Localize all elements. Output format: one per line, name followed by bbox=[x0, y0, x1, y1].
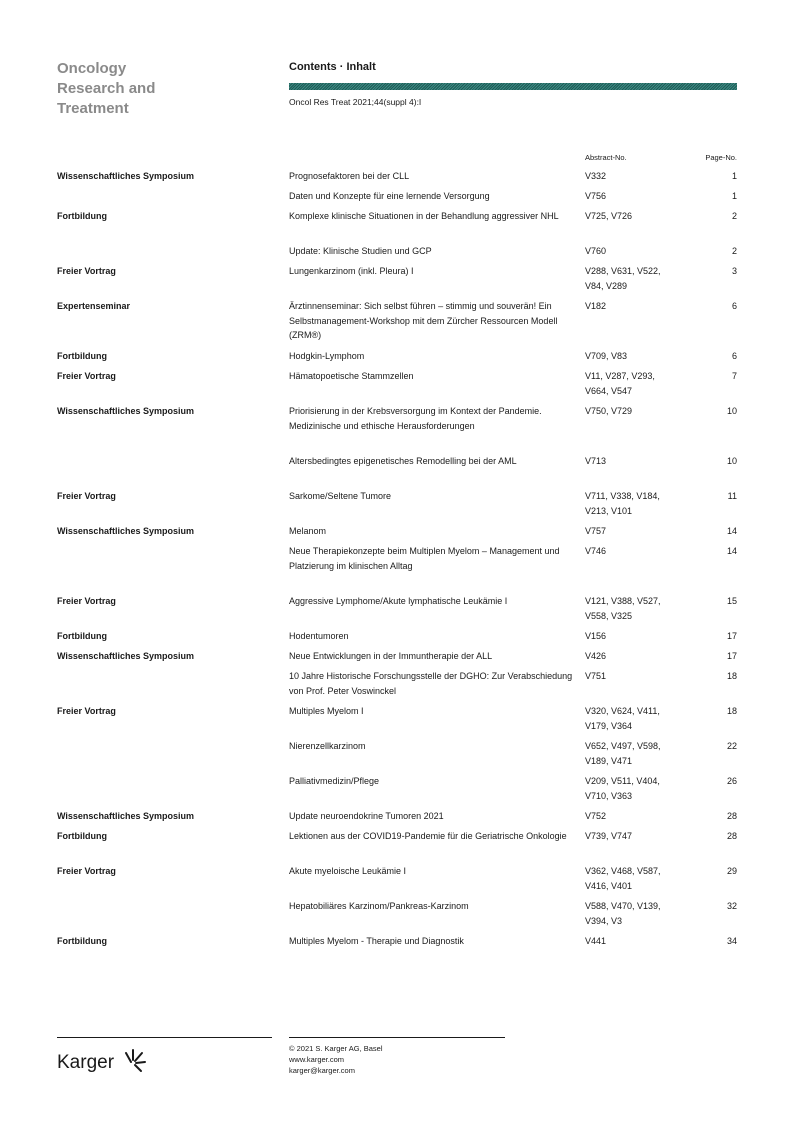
toc-page-number: 15 bbox=[726, 596, 737, 606]
toc-page-number: 32 bbox=[726, 901, 737, 911]
toc-abstract-numbers: V757 bbox=[585, 526, 607, 536]
toc-page-number: 3 bbox=[731, 266, 737, 276]
website-link[interactable]: www.karger.com bbox=[289, 1055, 345, 1064]
toc-category: Wissenschaftliches Symposium bbox=[57, 526, 194, 536]
toc-abstract-numbers: V709, V83 bbox=[585, 351, 628, 361]
toc-page-number: 22 bbox=[726, 741, 737, 751]
toc-abstract-numbers: V752 bbox=[585, 811, 607, 821]
toc-page-number: 10 bbox=[726, 406, 737, 416]
toc-category: Freier Vortrag bbox=[57, 491, 116, 501]
toc-category: Wissenschaftliches Symposium bbox=[57, 651, 194, 661]
toc-topic: Akute myeloische Leukämie I bbox=[289, 866, 407, 876]
toc-topic: Melanom bbox=[289, 526, 327, 536]
toc-abstract-numbers: V441 bbox=[585, 936, 607, 946]
journal-title-line: Treatment bbox=[57, 100, 129, 117]
toc-abstract-numbers: V156 bbox=[585, 631, 607, 641]
toc-topic: Multiples Myelom - Therapie und Diagnostik bbox=[289, 936, 464, 946]
toc-abstract-numbers: V711, V338, V184, V213, V101 bbox=[585, 491, 660, 516]
toc-topic: Altersbedingtes epigenetisches Remodelling bei der AML bbox=[289, 456, 517, 466]
toc-abstract-numbers: V713 bbox=[585, 456, 607, 466]
toc-category: Freier Vortrag bbox=[57, 706, 116, 716]
publisher-info bbox=[289, 1043, 383, 1076]
toc-abstract-numbers: V209, V511, V404, V710, V363 bbox=[585, 776, 660, 801]
toc-topic: Lungenkarzinom (inkl. Pleura) I bbox=[289, 266, 414, 276]
toc-topic: Ärztinnenseminar: Sich selbst führen – stimmig und souverän! Ein Selbstmanagement-Workshop mit dem Zürcher Ressourcen Modell (ZRM®) bbox=[289, 301, 558, 340]
toc-page-number: 18 bbox=[726, 706, 737, 716]
toc-topic: Palliativmedizin/Pflege bbox=[289, 776, 380, 786]
toc-category: Wissenschaftliches Symposium bbox=[57, 171, 194, 181]
toc-page-number: 6 bbox=[731, 351, 737, 361]
toc-abstract-numbers: V332 bbox=[585, 171, 607, 181]
toc-topic: Aggressive Lymphome/Akute lymphatische Leukämie I bbox=[289, 596, 508, 606]
brand-name: Karger bbox=[57, 1052, 115, 1073]
toc-category: Freier Vortrag bbox=[57, 596, 116, 606]
toc-topic: Update: Klinische Studien und GCP bbox=[289, 246, 432, 256]
toc-page-number: 28 bbox=[726, 831, 737, 841]
footer-divider bbox=[57, 1037, 272, 1038]
karger-spark-icon bbox=[123, 1048, 153, 1076]
toc-page-number: 26 bbox=[726, 776, 737, 786]
toc-abstract-numbers: V426 bbox=[585, 651, 607, 661]
email-link[interactable]: karger@karger.com bbox=[289, 1066, 355, 1075]
toc-page-number: 18 bbox=[726, 671, 737, 681]
toc-page-number: 14 bbox=[726, 526, 737, 536]
toc-abstract-numbers: V11, V287, V293, V664, V547 bbox=[585, 371, 655, 396]
toc-category: Expertenseminar bbox=[57, 301, 131, 311]
toc-category: Wissenschaftliches Symposium bbox=[57, 406, 194, 416]
toc-category: Freier Vortrag bbox=[57, 266, 116, 276]
column-header-page: Page-No. bbox=[705, 153, 737, 162]
footer-divider bbox=[289, 1037, 505, 1038]
toc-abstract-numbers: V760 bbox=[585, 246, 607, 256]
toc-category: Freier Vortrag bbox=[57, 371, 116, 381]
toc-abstract-numbers: V739, V747 bbox=[585, 831, 633, 841]
toc-abstract-numbers: V756 bbox=[585, 191, 607, 201]
karger-logo bbox=[57, 1048, 157, 1078]
toc-page-number: 29 bbox=[726, 866, 737, 876]
toc-page-number: 10 bbox=[726, 456, 737, 466]
page-title: Contents · Inhalt bbox=[289, 61, 376, 73]
toc-page-number: 11 bbox=[727, 491, 737, 501]
toc-abstract-numbers: V652, V497, V598, V189, V471 bbox=[585, 741, 661, 766]
toc-topic: 10 Jahre Historische Forschungsstelle der DGHO: Zur Verabschiedung von Prof. Peter Voswinckel bbox=[289, 671, 573, 696]
toc-topic: Hämatopoetische Stammzellen bbox=[289, 371, 414, 381]
toc-topic: Multiples Myelom I bbox=[289, 706, 364, 716]
toc-page-number: 6 bbox=[731, 301, 737, 311]
toc-topic: Hodgkin-Lymphom bbox=[289, 351, 365, 361]
toc-category: Fortbildung bbox=[57, 211, 107, 221]
toc-topic: Sarkome/Seltene Tumore bbox=[289, 491, 392, 501]
journal-title bbox=[57, 59, 155, 119]
toc-abstract-numbers: V121, V388, V527, V558, V325 bbox=[585, 596, 661, 621]
toc-category: Freier Vortrag bbox=[57, 866, 116, 876]
toc-abstract-numbers: V588, V470, V139, V394, V3 bbox=[585, 901, 661, 926]
toc-page-number: 7 bbox=[731, 371, 737, 381]
toc-topic: Update neuroendokrine Tumoren 2021 bbox=[289, 811, 444, 821]
toc-page-number: 28 bbox=[726, 811, 737, 821]
toc-page-number: 17 bbox=[726, 631, 737, 641]
toc-page-number: 1 bbox=[731, 191, 737, 201]
toc-topic: Hepatobiliäres Karzinom/Pankreas-Karzinom bbox=[289, 901, 469, 911]
toc-category: Fortbildung bbox=[57, 936, 107, 946]
toc-page-number: 17 bbox=[726, 651, 737, 661]
toc-abstract-numbers: V362, V468, V587, V416, V401 bbox=[585, 866, 661, 891]
toc-page-number: 14 bbox=[726, 546, 737, 556]
toc-category: Fortbildung bbox=[57, 631, 107, 641]
toc-topic: Daten und Konzepte für eine lernende Versorgung bbox=[289, 191, 490, 201]
journal-title-line: Oncology bbox=[57, 60, 127, 77]
toc-topic: Neue Therapiekonzepte beim Multiplen Myelom – Management und Platzierung im klinischen Alltag bbox=[289, 546, 560, 571]
copyright: © 2021 S. Karger AG, Basel bbox=[289, 1044, 383, 1053]
toc-abstract-numbers: V751 bbox=[585, 671, 607, 681]
toc-page-number: 2 bbox=[731, 246, 737, 256]
toc-topic: Neue Entwicklungen in der Immuntherapie der ALL bbox=[289, 651, 493, 661]
toc-abstract-numbers: V746 bbox=[585, 546, 607, 556]
toc-abstract-numbers: V320, V624, V411, V179, V364 bbox=[585, 706, 660, 731]
toc-topic: Hodentumoren bbox=[289, 631, 349, 641]
toc-category: Wissenschaftliches Symposium bbox=[57, 811, 194, 821]
title-divider-bar bbox=[289, 83, 737, 90]
toc-page-number: 1 bbox=[731, 171, 737, 181]
journal-title-line: Research and bbox=[57, 80, 156, 97]
toc-abstract-numbers: V750, V729 bbox=[585, 406, 633, 416]
toc-topic: Priorisierung in der Krebsversorgung im Kontext der Pandemie. Medizinische und ethische Herausforderungen bbox=[289, 406, 542, 431]
column-header-abstract: Abstract-No. bbox=[585, 153, 627, 162]
toc-abstract-numbers: V182 bbox=[585, 301, 607, 311]
toc-category: Fortbildung bbox=[57, 831, 107, 841]
toc-topic: Prognosefaktoren bei der CLL bbox=[289, 171, 410, 181]
toc-category: Fortbildung bbox=[57, 351, 107, 361]
toc-page-number: 2 bbox=[731, 211, 737, 221]
toc-abstract-numbers: V288, V631, V522, V84, V289 bbox=[585, 266, 661, 291]
toc-topic: Nierenzellkarzinom bbox=[289, 741, 366, 751]
citation: Oncol Res Treat 2021;44(suppl 4):I bbox=[289, 97, 422, 107]
toc-abstract-numbers: V725, V726 bbox=[585, 211, 633, 221]
toc-page-number: 34 bbox=[726, 936, 737, 946]
toc-topic: Lektionen aus der COVID19-Pandemie für die Geriatrische Onkologie bbox=[289, 831, 567, 841]
toc-topic: Komplexe klinische Situationen in der Behandlung aggressiver NHL bbox=[289, 211, 559, 221]
